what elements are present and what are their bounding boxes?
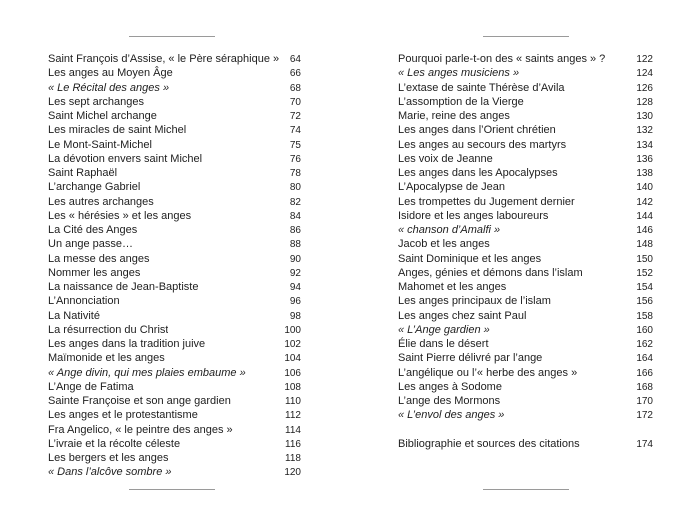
toc-entry-page-number: 96 [289,296,301,308]
toc-entry [398,166,653,180]
toc-entry-page-number: 138 [636,168,653,179]
toc-entry-title: Les anges au Moyen Âge [48,67,173,80]
toc-entry [398,138,653,152]
toc-entry [398,323,653,337]
toc-entry-title: La Cité des Anges [48,224,138,236]
toc-entry-title: Les anges dans la tradition juive [48,338,206,350]
bibliography-page-number: 174 [636,438,653,450]
toc-entry [48,209,301,223]
toc-entry [48,252,301,266]
toc-entry-page-number: 112 [285,410,301,422]
toc-entry-page-number: 160 [636,324,653,336]
toc-entry-page-number: 124 [636,68,653,80]
toc-entry [48,451,301,465]
toc-entry [48,109,301,123]
toc-entry-page-number: 80 [289,182,301,194]
toc-entry [48,323,301,337]
toc-entry-page-number: 106 [284,367,301,379]
toc-entry-title: Les voix de Jeanne [398,152,493,165]
bibliography-title: Bibliographie et sources des citations [398,437,580,450]
toc-entry-page-number: 158 [636,310,653,322]
toc-entry-title: L’archange Gabriel [48,181,141,194]
toc-entry-title: La naissance de Jean-Baptiste [48,281,199,293]
toc-entry-title: Les bergers et les anges [48,452,169,464]
toc-entry [398,351,653,365]
toc-entry [398,266,653,280]
toc-entry [48,380,301,394]
toc-entry [48,337,301,351]
toc-entry [48,95,301,109]
toc-entry-page-number: 172 [636,410,653,422]
toc-entry [398,81,653,95]
toc-entry [48,408,301,422]
toc-entry-page-number: 100 [284,324,301,336]
toc-entry-page-number: 72 [289,111,301,122]
toc-entry-page-number: 74 [289,125,301,137]
toc-entry-page-number: 120 [284,467,301,479]
bibliography-entry [398,437,653,451]
toc-entry [398,109,653,123]
toc-entry-title: L’ivraie et la récolte céleste [48,437,181,450]
toc-entry [398,394,653,408]
toc-entry-title: Les anges au secours des martyrs [398,138,567,151]
top-rule-left [129,36,215,37]
toc-entry-title: La dévotion envers saint Michel [48,152,203,165]
toc-entry-page-number: 75 [289,139,301,151]
toc-entry-title: Les anges à Sodome [398,380,502,393]
toc-entry-title: Le Mont-Saint-Michel [48,138,152,151]
toc-entry-page-number: 148 [636,239,653,251]
toc-entry-page-number: 94 [289,282,301,293]
toc-entry-title: Saint François d’Assise, « le Père séraphique » [48,53,280,65]
toc-entry-title: Jacob et les anges [398,238,490,251]
toc-entry [48,180,301,194]
toc-entry-title: Saint Pierre délivré par l’ange [398,352,543,365]
toc-entry-page-number: 90 [289,253,301,265]
toc-entry-page-number: 136 [636,153,653,165]
toc-entry-title: Les anges chez saint Paul [398,309,527,322]
toc-entry [48,152,301,166]
toc-entry-page-number: 82 [289,196,301,208]
bottom-rule-right [483,489,569,490]
toc-entry-page-number: 164 [636,353,653,365]
toc-entry [398,237,653,251]
toc-entry-page-number: 150 [636,253,653,265]
toc-entry [398,223,653,237]
toc-entry-page-number: 116 [285,438,301,450]
toc-entry-title: Les sept archanges [48,95,145,108]
toc-entry [48,52,301,66]
toc-entry [48,223,301,237]
toc-entry-title: Les anges principaux de l’islam [398,295,551,308]
toc-entry-page-number: 114 [285,424,301,436]
toc-entry [48,123,301,137]
toc-entry [398,252,653,266]
toc-entry [398,123,653,137]
toc-entry [398,337,653,351]
toc-entry-page-number: 64 [289,54,301,65]
toc-entry-title: Maïmonide et les anges [48,352,165,365]
toc-entry-title: L’Apocalypse de Jean [398,181,506,194]
toc-entry-page-number: 70 [289,96,301,108]
toc-entry [398,380,653,394]
toc-entry-title: Nommer les anges [48,266,141,279]
toc-entry-title: Les trompettes du Jugement dernier [398,195,575,208]
toc-entry-title: La Nativité [48,309,100,322]
toc-entry [48,294,301,308]
toc-entry [48,166,301,180]
toc-entry-title: Saint Dominique et les anges [398,252,542,265]
toc-entry-title: Un ange passe… [48,238,133,251]
toc-entry-title: Les anges dans l’Orient chrétien [398,124,556,137]
toc-entry-title: Les miracles de saint Michel [48,124,187,137]
toc-entry-page-number: 122 [636,54,653,65]
toc-entry-page-number: 126 [636,82,653,94]
toc-entry [398,309,653,323]
toc-entry [48,423,301,437]
left-page-toc [48,52,301,480]
toc-entry-page-number: 78 [289,168,301,179]
toc-entry-page-number: 130 [636,111,653,122]
toc-entry-title: Anges, génies et démons dans l’islam [398,266,583,279]
toc-entry-page-number: 134 [636,139,653,151]
toc-entry [48,465,301,479]
toc-entry-title: « Dans l’alcôve sombre » [48,466,172,479]
toc-entry [398,66,653,80]
toc-entry-page-number: 128 [636,96,653,108]
toc-entry-title: « chanson d’Amalfi » [398,224,501,236]
toc-entry-page-number: 142 [636,196,653,208]
toc-entry [48,266,301,280]
toc-entry [48,138,301,152]
toc-entry-title: « Le Récital des anges » [48,81,170,94]
toc-entry-title: « L’Ange gardien » [398,323,490,336]
toc-entry [398,180,653,194]
toc-entry-page-number: 84 [289,210,301,222]
toc-entry-page-number: 140 [636,182,653,194]
toc-entry [48,280,301,294]
toc-entry-title: Mahomet et les anges [398,281,507,293]
toc-entry-title: « L’envol des anges » [398,409,505,422]
toc-entry-page-number: 110 [285,396,301,407]
toc-entry-title: L’Annonciation [48,295,120,308]
spacer [398,423,653,437]
toc-entry-title: « Ange divin, qui mes plaies embaume » [48,366,246,379]
toc-entry-page-number: 170 [636,396,653,407]
toc-entry [398,52,653,66]
toc-entry-title: Les « hérésies » et les anges [48,209,192,222]
toc-entry-title: « Les anges musiciens » [398,67,520,80]
toc-entry [48,195,301,209]
toc-entry-page-number: 144 [636,210,653,222]
toc-entry [48,394,301,408]
toc-entry-title: Saint Raphaël [48,167,118,179]
toc-entry-title: La messe des anges [48,252,150,265]
toc-entry [398,195,653,209]
toc-entry [398,366,653,380]
toc-entry-page-number: 162 [636,339,653,350]
toc-entry-page-number: 92 [289,267,301,279]
toc-entry [398,280,653,294]
toc-entry-title: Pourquoi parle-t-on des « saints anges » ? [398,53,606,65]
toc-entry-title: Saint Michel archange [48,110,157,122]
toc-entry [398,209,653,223]
toc-entry-page-number: 68 [289,82,301,94]
toc-entry-page-number: 98 [289,310,301,322]
toc-entry-page-number: 88 [289,239,301,251]
toc-entry [398,294,653,308]
top-rule-right [483,36,569,37]
toc-entry [48,81,301,95]
toc-entry [398,95,653,109]
toc-entry-title: Isidore et les anges laboureurs [398,209,549,222]
toc-entry-title: Fra Angelico, « le peintre des anges » [48,423,233,436]
toc-entry-page-number: 118 [285,453,301,464]
toc-entry-title: Marie, reine des anges [398,110,510,122]
toc-entry-page-number: 102 [284,339,301,350]
toc-entry-page-number: 166 [636,367,653,379]
toc-entry [48,351,301,365]
toc-entry-title: Sainte Françoise et son ange gardien [48,395,231,407]
toc-entry-title: Les anges dans les Apocalypses [398,167,558,179]
toc-entry-page-number: 156 [636,296,653,308]
toc-entry [48,366,301,380]
toc-entry-title: L’assomption de la Vierge [398,95,524,108]
toc-entry-title: La résurrection du Christ [48,323,169,336]
toc-entry-title: L’ange des Mormons [398,395,501,407]
right-page-toc [398,52,653,451]
toc-entry [48,66,301,80]
toc-entry-page-number: 66 [289,68,301,80]
toc-entry-title: L’angélique ou l’« herbe des anges » [398,366,578,379]
toc-entry-page-number: 86 [289,225,301,236]
toc-entry-page-number: 108 [284,381,301,393]
toc-entry-page-number: 132 [636,125,653,137]
toc-entry-page-number: 152 [636,267,653,279]
toc-entry [48,437,301,451]
toc-entry-page-number: 146 [636,225,653,236]
toc-entry-title: L’Ange de Fatima [48,380,134,393]
toc-entry [48,309,301,323]
toc-entry-title: Les anges et le protestantisme [48,409,198,422]
toc-entry-page-number: 154 [636,282,653,293]
toc-entry-page-number: 76 [289,153,301,165]
toc-entry-title: L’extase de sainte Thérèse d’Avila [398,81,565,94]
bottom-rule-left [129,489,215,490]
toc-entry [48,237,301,251]
toc-entry [398,408,653,422]
toc-entry-title: Les autres archanges [48,195,154,208]
toc-entry-page-number: 168 [636,381,653,393]
toc-entry [398,152,653,166]
toc-entry-page-number: 104 [284,353,301,365]
toc-entry-title: Élie dans le désert [398,338,489,350]
